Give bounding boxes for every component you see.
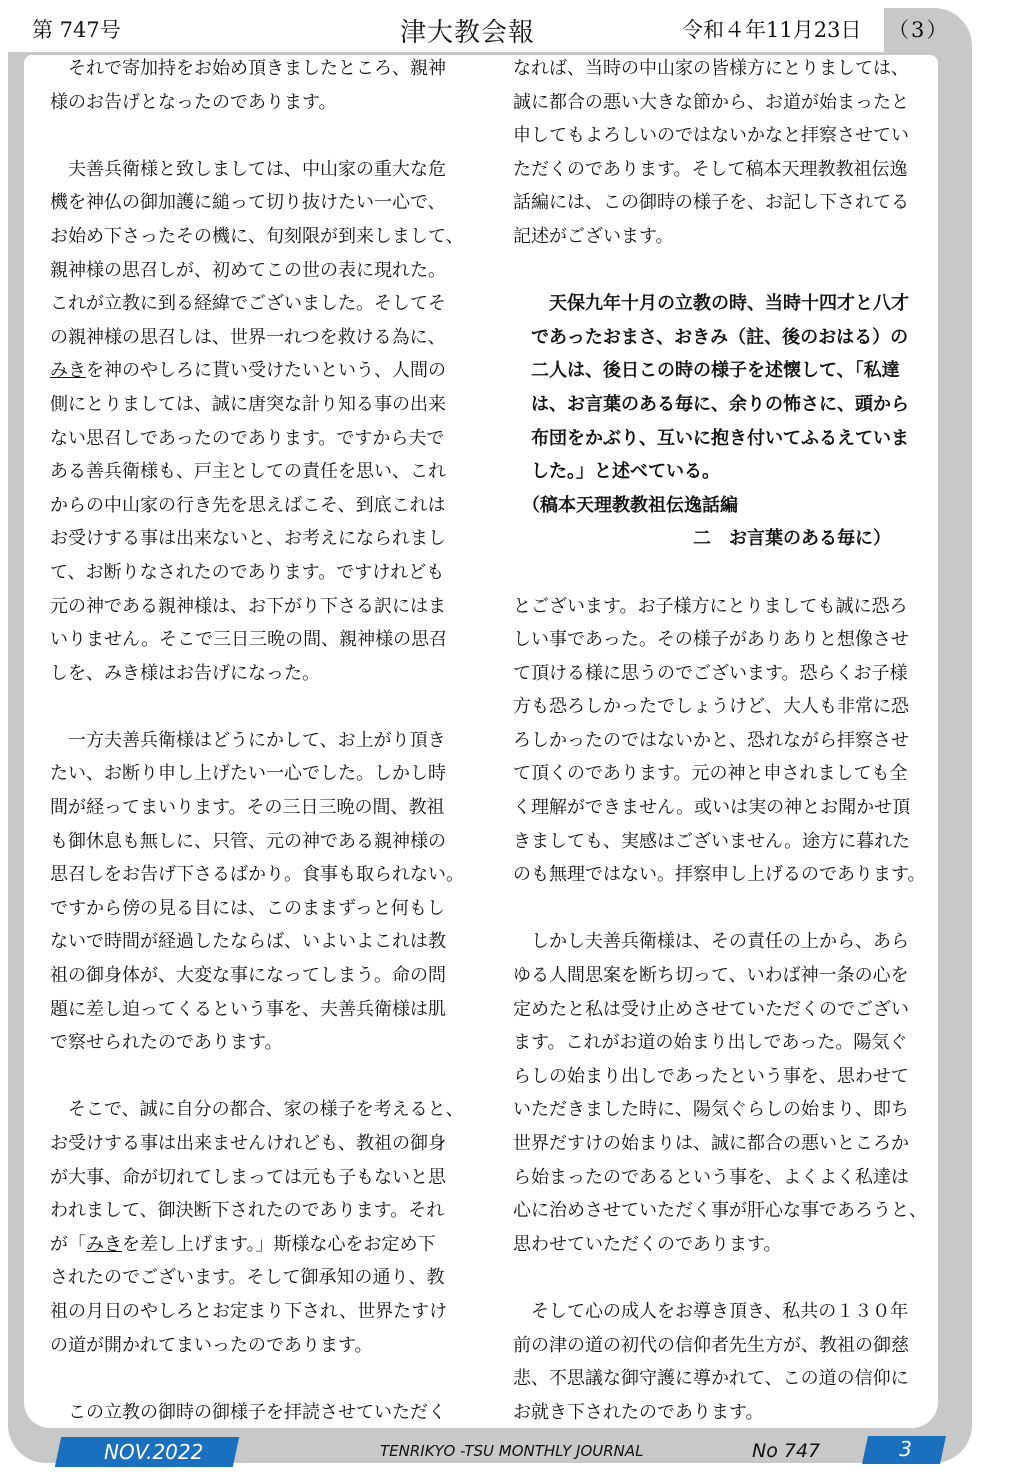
line-text: そして心の成人をお導き頂き、私共の１３０年: [513, 1300, 909, 1322]
line-text: これが立教に到る経緯でございました。そしてそ: [50, 293, 446, 315]
line-text: の道が開かれてまいったのであります。: [50, 1334, 373, 1356]
line-text: お受けする事は出来ませんけれども、教祖の御身: [50, 1133, 446, 1154]
line-text: 思召しをお告げ下さるばかり。食事も取られない。: [50, 864, 464, 886]
right-column: [513, 52, 943, 1429]
line-text: 祖の御身体が、大変な事になってしまう。命の問: [50, 965, 446, 987]
body-line: [50, 321, 480, 355]
line-text: とございます。お子様方にとりましても誠に恐ろ: [513, 595, 908, 617]
body-line: [50, 1161, 480, 1195]
line-text: 思わせていただくのであります。: [513, 1233, 782, 1255]
body-line: [513, 1396, 943, 1430]
body-line: [50, 556, 480, 590]
line-text: ます。これがお道の始まり出しであった。陽気ぐ: [513, 1032, 908, 1054]
paragraph-gap: [50, 119, 480, 153]
body-line: [50, 1127, 480, 1161]
line-text: いりません。そこで三日三晩の間、親神様の思召: [50, 629, 448, 651]
line-text: て、お断りなされたのであります。ですけれども: [50, 561, 445, 583]
line-text: 機を神仏の御加護に縋って切り抜けたい一心で、: [50, 192, 446, 214]
quote-source-line: [513, 522, 943, 556]
left-column: [50, 52, 480, 1429]
body-line: [50, 489, 480, 523]
body-line: [50, 1396, 480, 1430]
line-text: ないで時間が経過したならば、いよいよこれは教: [50, 931, 446, 953]
body-line: [50, 1329, 480, 1363]
footer-issue-number: No 747: [752, 1440, 821, 1462]
line-text: 二 お言葉のある毎に）: [513, 528, 891, 550]
line-text: した。」と述べている。: [531, 461, 720, 483]
quote-source-line: [513, 489, 943, 523]
line-text: ない思召しであったのであります。ですから夫で: [50, 427, 445, 449]
body-line: [513, 186, 943, 220]
line-text: 一方夫善兵衛様はどうにかして、お上がり頂き: [50, 729, 446, 751]
line-text: 祖の月日のやしろとお定まり下され、世界たすけ: [50, 1300, 448, 1322]
line-text: の親神様の思召しは、世界一れつを救ける為に、: [50, 326, 446, 348]
line-text: 題に差し迫ってくるという事を、夫善兵衛様は肌: [50, 998, 446, 1020]
newsletter-title: 津大教会報: [400, 18, 536, 48]
body-line: [50, 757, 480, 791]
footer-date: NOV.2022: [104, 1440, 204, 1464]
body-line: [513, 623, 943, 657]
body-line: [50, 892, 480, 926]
body-line: [513, 858, 943, 892]
body-line: [50, 186, 480, 220]
line-text: らしの始まり出しであったという事を、思わせて: [513, 1065, 909, 1087]
line-text: 様のお告げとなったのであります。: [50, 91, 337, 113]
underlined-name: みき: [50, 360, 86, 382]
body-line: [513, 153, 943, 187]
body-line: [50, 993, 480, 1027]
body-line: [50, 1026, 480, 1060]
body-line: [513, 52, 943, 86]
line-text: ゆる人間思案を断ち切って、いわば神一条の心を: [513, 965, 909, 987]
line-text: （稿本天理教教祖伝逸話編: [513, 494, 738, 516]
body-line: [513, 1127, 943, 1161]
line-text: は、お言葉のある毎に、余りの怖さに、頭から: [531, 393, 909, 415]
line-text: 話編には、この御時の様子を、お記し下されてる: [513, 192, 909, 214]
body-line: [513, 1228, 943, 1262]
line-text: ただくのであります。そして稿本天理教教祖伝逸: [513, 158, 908, 180]
body-line: [513, 1295, 943, 1329]
line-text: く理解ができません。或いは実の神とお聞かせ頂: [513, 797, 911, 819]
page-number-header: （3）: [888, 18, 950, 42]
body-line: [50, 825, 480, 859]
body-line: [50, 724, 480, 758]
line-text: そこで、誠に自分の都合、家の様子を考えると、: [50, 1099, 464, 1121]
line-text: 間が経ってまいります。その三日三晩の間、教祖: [50, 797, 445, 819]
line-text: お就き下されたのであります。: [513, 1401, 764, 1423]
line-text: 申してもよろしいのではないかなと拝察させてい: [513, 125, 909, 147]
line-text: 記述がございます。: [513, 225, 674, 247]
underlined-name: みき: [86, 1233, 122, 1255]
body-line: [50, 1228, 480, 1262]
line-text: ら始まったのであるという事を、よくよく私達は: [513, 1166, 909, 1188]
body-line: [513, 590, 943, 624]
line-text: 方も恐ろしかったでしょうけど、大人も非常に恐: [513, 696, 909, 718]
line-text: が大事、命が切れてしまっては元も子もないと思: [50, 1166, 446, 1188]
body-line: [50, 220, 480, 254]
line-text: われまして、御決断下されたのであります。それ: [50, 1200, 445, 1222]
line-text: 天保九年十月の立教の時、当時十四才と八才: [531, 293, 909, 315]
line-text: のも無理ではない。拝察申し上げるのであります。: [513, 864, 926, 886]
body-line: [50, 354, 480, 388]
body-line: [50, 1261, 480, 1295]
body-line: [50, 388, 480, 422]
line-text: 側にとりましては、誠に唐突な計り知る事の出来: [50, 393, 446, 415]
paragraph-gap: [513, 892, 943, 926]
line-text: お始め下さったその機に、旬刻限が到来しまして、: [50, 225, 464, 247]
body-line: [513, 86, 943, 120]
line-text: 夫善兵衛様と致しましては、中山家の重大な危: [50, 158, 446, 180]
line-text: を差し上げます。」斯様な心をお定め下: [122, 1233, 436, 1255]
line-text: しい事であった。その様子がありありと想像させ: [513, 629, 909, 651]
body-line: [513, 724, 943, 758]
issue-number: 第 747号: [32, 18, 121, 42]
quote-line: [513, 321, 943, 355]
body-line: [513, 1329, 943, 1363]
body-line: [513, 690, 943, 724]
line-text: からの中山家の行き先を思えばこそ、到底これは: [50, 494, 446, 516]
body-line: [513, 925, 943, 959]
body-line: [50, 657, 480, 691]
body-line: [513, 1060, 943, 1094]
line-text: 元の神である親神様は、お下がり下さる訳にはま: [50, 595, 446, 617]
quote-line: [513, 287, 943, 321]
body-line: [513, 1194, 943, 1228]
body-line: [50, 254, 480, 288]
body-line: [513, 220, 943, 254]
paragraph-gap: [50, 1362, 480, 1396]
paragraph-gap: [513, 254, 943, 288]
body-line: [50, 52, 480, 86]
line-text: であったおまさ、おきみ（註、後のおはる）の: [531, 326, 909, 348]
body-line: [513, 1161, 943, 1195]
issue-date: 令和４年11月23日: [682, 18, 862, 42]
line-text: 前の津の道の初代の信仰者先生方が、教祖の御慈: [513, 1334, 909, 1356]
line-text: 悲、不思議な御守護に導かれて、この道の信仰に: [513, 1368, 909, 1390]
body-line: [513, 119, 943, 153]
line-text: 心に治めさせていただく事が肝心な事であろうと、: [513, 1200, 927, 1222]
line-text: ある善兵衛様も、戸主としての責任を思い、これ: [50, 461, 446, 483]
quote-line: [513, 455, 943, 489]
line-text: 世界だすけの始まりは、誠に都合の悪いところか: [513, 1133, 909, 1154]
body-line: [50, 455, 480, 489]
quote-line: [513, 388, 943, 422]
line-text: ですから傍の見る目には、このままずっと何もし: [50, 897, 445, 919]
paragraph-gap: [513, 556, 943, 590]
line-text: 二人は、後日この時の様子を述懐して、「私達: [531, 360, 900, 382]
body-line: [50, 1295, 480, 1329]
body-line: [50, 925, 480, 959]
footer-journal-name: TENRIKYO -TSU MONTHLY JOURNAL: [380, 1442, 644, 1460]
line-text: たい、お断り申し上げたい一心でした。しかし時: [50, 763, 446, 785]
footer-page-badge: [862, 1436, 946, 1464]
line-text: て頂ける様に思うのでございます。恐らくお子様: [513, 662, 908, 684]
body-line: [513, 959, 943, 993]
body-line: [50, 791, 480, 825]
quote-line: [513, 354, 943, 388]
line-text: それで寄加持をお始め頂きましたところ、親神: [50, 58, 446, 79]
line-text: きましても、実感はございません。途方に暮れた: [513, 830, 911, 852]
body-line: [50, 86, 480, 120]
body-line: [513, 1026, 943, 1060]
paragraph-gap: [50, 690, 480, 724]
body-line: [50, 858, 480, 892]
paragraph-gap: [513, 1261, 943, 1295]
body-line: [50, 1093, 480, 1127]
body-line: [50, 1194, 480, 1228]
body-line: [50, 959, 480, 993]
quote-line: [513, 422, 943, 456]
line-text: お受けする事は出来ないと、お考えになられまし: [50, 528, 446, 550]
body-line: [50, 522, 480, 556]
line-text: この立教の御時の御様子を拝読させていただく: [50, 1401, 446, 1423]
body-line: [50, 623, 480, 657]
line-text: も御休息も無しに、只管、元の神である親神様の: [50, 830, 446, 852]
body-line: [513, 825, 943, 859]
line-text: いただきました時に、陽気ぐらしの始まり、即ち: [513, 1099, 909, 1121]
line-text: で察せられたのであります。: [50, 1032, 283, 1054]
body-line: [513, 791, 943, 825]
line-text: て頂くのであります。元の神と申されましても全: [513, 763, 908, 785]
body-line: [50, 422, 480, 456]
line-text: されたのでございます。そして御承知の通り、教: [50, 1267, 445, 1289]
line-text: を神のやしろに貰い受けたいという、人間の: [86, 360, 446, 382]
line-text: ろしかったのではないかと、恐れながら拝察させ: [513, 729, 909, 751]
line-text: 定めたと私は受け止めさせていただくのでござい: [513, 998, 909, 1020]
footer-date-badge: [55, 1437, 239, 1467]
line-text: しかし夫善兵衛様は、その責任の上から、あら: [513, 931, 909, 953]
body-line: [50, 153, 480, 187]
body-line: [513, 657, 943, 691]
footer-page-number: 3: [899, 1437, 912, 1461]
line-text: 布団をかぶり、互いに抱き付いてふるえていま: [531, 427, 909, 449]
line-text: 誠に都合の悪い大きな節から、お道が始まったと: [513, 91, 909, 113]
body-line: [513, 993, 943, 1027]
line-prefix: が「: [50, 1233, 86, 1255]
paragraph-gap: [50, 1060, 480, 1094]
body-line: [513, 1362, 943, 1396]
body-line: [513, 1093, 943, 1127]
line-text: 親神様の思召しが、初めてこの世の表に現れた。: [50, 259, 446, 281]
line-text: しを、みき様はお告げになった。: [50, 662, 320, 684]
body-line: [513, 757, 943, 791]
body-line: [50, 287, 480, 321]
body-line: [50, 590, 480, 624]
line-text: なれば、当時の中山家の皆様方にとりましては、: [513, 58, 909, 79]
